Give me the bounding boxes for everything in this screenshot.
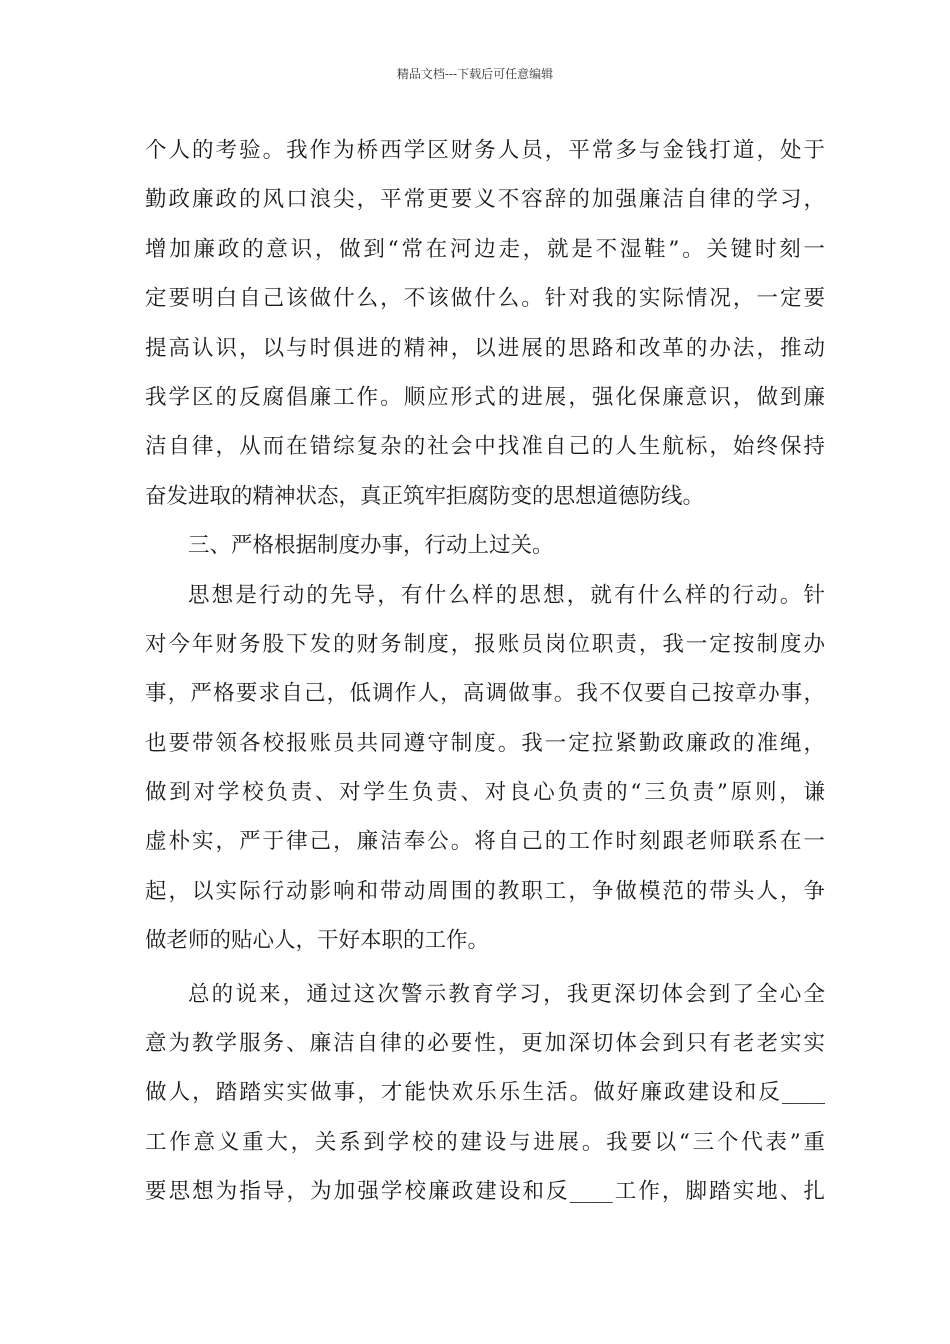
section-heading: 三、严格根据制度办事，行动上过关。 [188,533,554,559]
text-line-14: 做到对学校负责、对学生负责、对良心负责的“三负责”原则，谦 [145,780,825,806]
text-line-5: 提高认识，以与时俱进的精神，以进展的思路和改革的办法，推动 [145,335,825,361]
text-line-20: 做人，踏踏实实做事，才能快欢乐乐生活。做好廉政建设和反____ [145,1080,825,1106]
text-line-11: 对今年财务股下发的财务制度，报账员岗位职责，我一定按制度办 [145,631,825,657]
text-line-15: 虚朴实，严于律己，廉洁奉公。将自己的工作时刻跟老师联系在一 [145,829,825,855]
text-line-10: 思想是行动的先导，有什么样的思想，就有什么样的行动。针 [188,582,825,608]
text-line-19: 意为教学服务、廉洁自律的必要性，更加深切体会到只有老老实实 [145,1031,825,1057]
page-header: 精品文档---下载后可任意编辑 [396,67,554,81]
text-line-3: 增加廉政的意识，做到“常在河边走，就是不湿鞋”。关键时刻一 [145,236,825,262]
text-line-7: 洁自律，从而在错综复杂的社会中找准自己的人生航标，始终保持 [145,434,825,460]
text-line-17: 做老师的贴心人，干好本职的工作。 [145,928,490,954]
text-line-2: 勤政廉政的风口浪尖，平常更要义不容辞的加强廉洁自律的学习， [145,187,825,213]
text-line-18: 总的说来，通过这次警示教育学习，我更深切体会到了全心全 [188,981,825,1007]
text-line-16: 起，以实际行动影响和带动周围的教职工，争做模范的带头人，争 [145,878,825,904]
text-line-22: 要思想为指导，为加强学校廉政建设和反____工作，脚踏实地、扎 [145,1179,825,1205]
text-line-12: 事，严格要求自己，低调作人，高调做事。我不仅要自己按章办事， [145,681,825,707]
text-line-13: 也要带领各校报账员共同遵守制度。我一定拉紧勤政廉政的准绳， [145,730,825,756]
text-line-8: 奋发进取的精神状态，真正筑牢拒腐防变的思想道德防线。 [145,483,705,509]
text-line-1: 个人的考验。我作为桥西学区财务人员，平常多与金钱打道，处于 [145,138,825,163]
text-line-21: 工作意义重大，关系到学校的建设与进展。我要以“三个代表”重 [145,1129,825,1155]
document-body [145,131,825,1222]
text-line-4: 定要明白自己该做什么，不该做什么。针对我的实际情况，一定要 [145,286,825,312]
text-line-6: 我学区的反腐倡廉工作。顺应形式的进展，强化保廉意识，做到廉 [145,384,825,410]
